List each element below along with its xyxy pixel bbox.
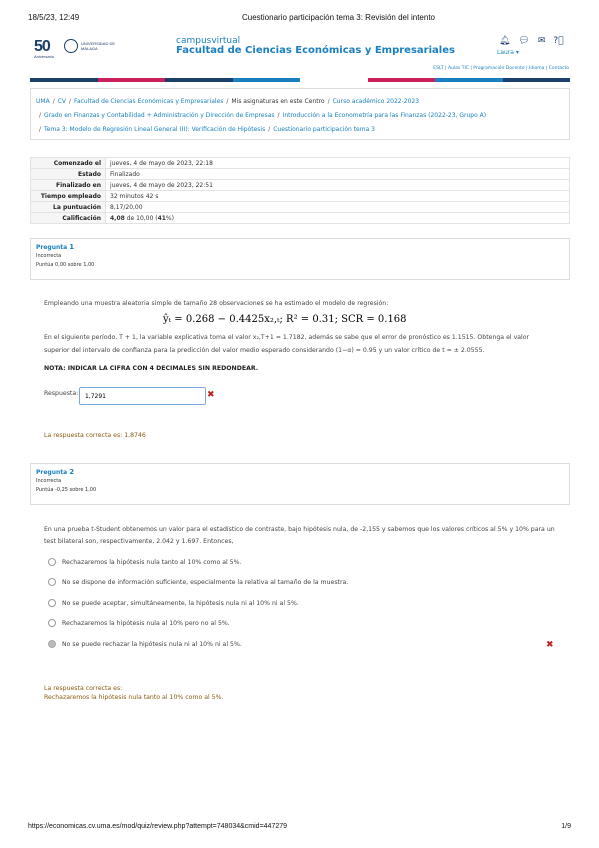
option-label: Rechazaremos la hipótesis nula al 10% pero no al 5%. [62,619,230,627]
radio-button[interactable] [48,599,56,607]
color-bar [30,78,570,82]
regression-formula: ŷₜ = 0.268 − 0.4425x₂,ₜ; R² = 0.31; SCR = 0.168 [163,314,407,325]
option-5[interactable] [48,640,242,648]
breadcrumb-separator: / [39,112,42,119]
breadcrumb-separator: / [39,126,42,133]
option-2[interactable] [48,578,348,586]
summary-key: Comenzado el [31,158,106,169]
question-number [36,468,564,477]
grade-value: 4,08 [110,214,125,222]
option-label: No se dispone de información suficiente, especialmente la relativa al tamaño de la muestra. [62,578,349,586]
bell-icon[interactable]: 🔔︎ [499,36,511,46]
option-label: Rechazaremos la hipótesis nula tanto al 10% como al 5%. [62,558,242,566]
grade-rest: de 10,00 ( [124,214,158,222]
page-number: 1/9 [561,823,571,830]
faculty-title[interactable]: Facultad de Ciencias Económicas y Empresariales [176,45,455,56]
chat-icon[interactable]: 💬︎ [518,36,530,46]
summary-row [31,191,570,202]
breadcrumb-item[interactable]: Tema 3: Modelo de Regresión Lineal General (II): Verificación de Hipótesis [44,126,266,133]
radio-button-selected[interactable] [48,640,56,648]
option-4[interactable] [48,619,230,627]
attempt-summary-table [30,157,570,224]
user-menu[interactable] [497,49,519,56]
breadcrumb-item[interactable]: Cuestionario participación tema 3 [273,126,375,133]
question-number [36,243,564,252]
option-1[interactable] [48,558,241,566]
summary-row [31,180,570,191]
question-status: Incorrecta [36,478,62,484]
correct-answer-2-label: La respuesta correcta es: [44,685,123,692]
grade-pct: 41 [157,214,166,222]
summary-value: 8,17/20,00 [106,202,570,213]
breadcrumb-item[interactable]: CV [57,98,67,105]
color-bar-segment [503,78,571,82]
color-bar-segment [233,78,301,82]
university-seal-icon [64,39,78,53]
question-status: Incorrecta [36,253,62,259]
header-icons [499,36,564,46]
radio-button[interactable] [48,558,56,566]
radio-button[interactable] [48,619,56,627]
university-name: UNIVERSIDAD DE MÁLAGA [81,41,116,51]
incorrect-icon: ✖ [207,390,215,400]
chevron-down-icon: ▾ [515,49,519,56]
summary-row [31,169,570,180]
question-1-text-1: En el siguiente período, T + 1, la variable explicativa toma el valor x₂,T+1 = 1.7182, además se sabe que el error de pronóstico es 1.1515. Obtenga el valor [44,334,530,341]
question-score: Puntúa 0,00 sobre 1,00 [36,262,95,268]
breadcrumb-item[interactable]: Introducción a la Econometría para las Finanzas (2022-23, Grupo A) [282,112,487,119]
breadcrumb-line [36,95,564,109]
question-1-info [30,238,570,280]
question-1-note: NOTA: INDICAR LA CIFRA CON 4 DECIMALES SIN REDONDEAR. [44,365,259,372]
summary-row [31,202,570,213]
question-score: Puntúa -0,25 sobre 1,00 [36,487,97,493]
summary-key: Tiempo empleado [31,191,106,202]
breadcrumb-separator: / [226,98,229,105]
breadcrumb-separator: / [52,98,55,105]
breadcrumb-item[interactable]: Grado en Finanzas y Contabilidad + Administración y Dirección de Empresas [44,112,275,119]
breadcrumb-item[interactable]: Facultad de Ciencias Económicas y Empresariales [74,98,224,105]
summary-value: jueves, 4 de mayo de 2023, 22:18 [106,158,570,169]
color-bar-segment [30,78,98,82]
summary-value: 32 minutos 42 s [106,191,570,202]
breadcrumb-separator: / [327,98,330,105]
question-2-text-1: En una prueba t-Student obtenemos un valor para el estadístico de contraste, bajo hipótesis nula, de -2,155 y sabemos que los valores críticos al 5% y 10% para un [44,526,555,533]
correct-answer-2: Rechazaremos la hipótesis nula tanto al 10% como al 5%. [44,694,224,701]
question-2-text-2: test bilateral son, respectivamente, 2.042 y 1.697. Entonces, [44,538,234,545]
question-label: Pregunta [36,244,68,251]
question-2-info [30,463,570,505]
logo-50-text: 50 [34,38,50,55]
breadcrumb-line [36,123,564,137]
color-bar-segment [165,78,233,82]
breadcrumb-separator: / [277,112,280,119]
color-bar-segment [98,78,166,82]
option-label: No se puede rechazar la hipótesis nula ni al 10% ni al 5%. [62,640,242,648]
grade-end: %) [165,214,174,222]
top-links[interactable]: ESLT | Aulas TIC | Programación Docente | Idioma | Contacto [433,66,569,71]
university-logo[interactable] [34,38,130,60]
question-label: Pregunta [36,469,68,476]
color-bar-segment [300,78,368,82]
footer-url: https://economicas.cv.uma.es/mod/quiz/review.php?attempt=748034&cmid=447279 [28,823,288,830]
help-icon[interactable]: ?⃝ [553,36,564,46]
site-title[interactable]: campusvirtual [176,36,241,46]
answer-label: Respuesta: [44,390,79,397]
color-bar-segment [435,78,503,82]
summary-value: Finalizado [106,169,570,180]
print-datetime: 18/5/23, 12:49 [28,13,80,22]
breadcrumb-item[interactable]: Mis asignaturas en este Centro [231,98,325,105]
option-3[interactable] [48,599,299,607]
summary-key: Calificación [31,213,106,224]
summary-key: La puntuación [31,202,106,213]
mail-icon[interactable]: ✉︎ [537,36,546,46]
correct-answer-1: La respuesta correcta es: 1,8746 [44,432,146,439]
question-1-text-2: superior del intervalo de confianza para la predicción del valor medio esperado considerando (1−α) = 0.95 y un valor crítico de t = ± 2.0555. [44,347,485,354]
question-num: 2 [69,468,75,476]
option-label: No se puede aceptar, simultáneamente, la hipótesis nula ni al 10% ni al 5%. [62,599,299,607]
summary-value: jueves, 4 de mayo de 2023, 22:51 [106,180,570,191]
logo-sub: Aniversario [34,54,55,59]
incorrect-icon: ✖ [546,640,554,650]
question-1-intro: Empleando una muestra aleatoria simple de tamaño 28 observaciones se ha estimado el modelo de regresión: [44,300,389,307]
breadcrumb-item[interactable]: UMA [36,98,50,105]
breadcrumb-separator: / [69,98,72,105]
color-bar-segment [368,78,436,82]
print-title: Cuestionario participación tema 3: Revisión del intento [242,13,435,22]
summary-row [31,213,570,224]
breadcrumb-item[interactable]: Curso académico 2022-2023 [332,98,420,105]
summary-key: Finalizado en [31,180,106,191]
summary-row [31,158,570,169]
breadcrumb-line [36,109,564,123]
breadcrumb-separator: / [268,126,271,133]
radio-button[interactable] [48,578,56,586]
breadcrumb [30,88,570,140]
answer-input[interactable]: 1,7291 [79,387,206,405]
question-num: 1 [69,243,75,251]
summary-value [106,213,570,224]
user-name: Laura [497,49,514,56]
summary-key: Estado [31,169,106,180]
